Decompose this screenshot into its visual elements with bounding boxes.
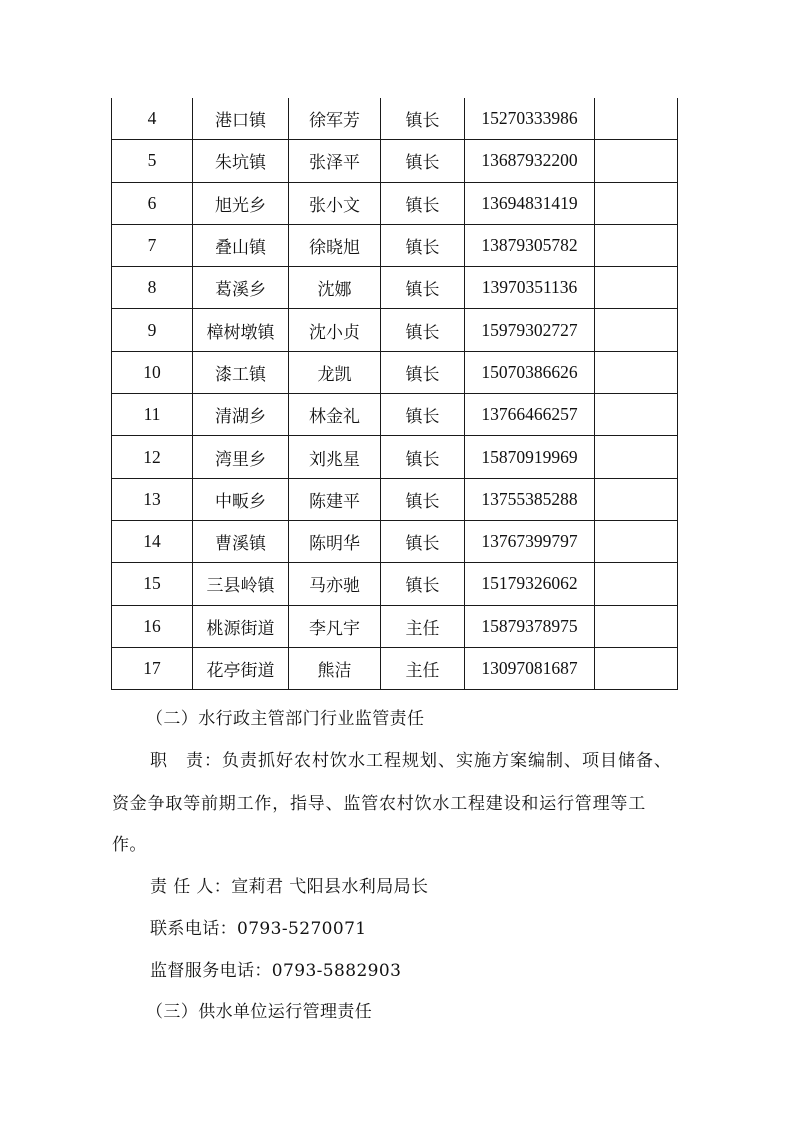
cell-number: 14 — [112, 520, 193, 562]
table-row — [112, 647, 678, 689]
cell-phone: 13694831419 — [465, 182, 595, 224]
cell-number: 15 — [112, 563, 193, 605]
cell-position: 镇长 — [381, 267, 465, 309]
cell-phone: 15870919969 — [465, 436, 595, 478]
cell-person: 徐晓旭 — [289, 224, 381, 266]
section-2-heading: （二）水行政主管部门行业监管责任 — [146, 709, 425, 729]
cell-remark — [595, 351, 678, 393]
cell-town: 桃源街道 — [193, 605, 289, 647]
cell-remark — [595, 182, 678, 224]
table-row — [112, 140, 678, 182]
cell-town: 朱坑镇 — [193, 140, 289, 182]
cell-remark — [595, 140, 678, 182]
cell-town: 湾里乡 — [193, 436, 289, 478]
cell-number: 9 — [112, 309, 193, 351]
cell-person: 马亦驰 — [289, 563, 381, 605]
cell-town: 曹溪镇 — [193, 520, 289, 562]
cell-phone: 15179326062 — [465, 563, 595, 605]
table-row — [112, 351, 678, 393]
cell-phone: 13097081687 — [465, 647, 595, 689]
cell-number: 16 — [112, 605, 193, 647]
cell-person: 刘兆星 — [289, 436, 381, 478]
table-row — [112, 394, 678, 436]
table-row — [112, 563, 678, 605]
cell-position: 镇长 — [381, 351, 465, 393]
duty-text-line-3: 作。 — [112, 835, 147, 855]
cell-position: 镇长 — [381, 520, 465, 562]
cell-phone: 15270333986 — [465, 98, 595, 140]
responsibility-table — [111, 98, 678, 690]
cell-position: 镇长 — [381, 140, 465, 182]
duty-text-line-2: 资金争取等前期工作，指导、监管农村饮水工程建设和运行管理等工 — [112, 794, 646, 814]
cell-town: 三县岭镇 — [193, 563, 289, 605]
cell-position: 镇长 — [381, 224, 465, 266]
cell-town: 葛溪乡 — [193, 267, 289, 309]
table-row — [112, 98, 678, 140]
cell-position: 镇长 — [381, 436, 465, 478]
cell-remark — [595, 267, 678, 309]
cell-position: 镇长 — [381, 182, 465, 224]
cell-town: 樟树墩镇 — [193, 309, 289, 351]
section-3-heading: （三）供水单位运行管理责任 — [146, 1002, 373, 1022]
cell-number: 4 — [112, 98, 193, 140]
duty-text-line-1: 职 责：负责抓好农村饮水工程规划、实施方案编制、项目储备、 — [150, 751, 672, 771]
cell-phone: 13766466257 — [465, 394, 595, 436]
cell-phone: 13767399797 — [465, 520, 595, 562]
cell-remark — [595, 520, 678, 562]
cell-remark — [595, 605, 678, 647]
cell-phone: 13879305782 — [465, 224, 595, 266]
cell-remark — [595, 309, 678, 351]
cell-number: 7 — [112, 224, 193, 266]
cell-person: 张泽平 — [289, 140, 381, 182]
cell-town: 叠山镇 — [193, 224, 289, 266]
cell-person: 徐军芳 — [289, 98, 381, 140]
service-phone: 监督服务电话：0793-5882903 — [150, 961, 402, 981]
cell-person: 陈明华 — [289, 520, 381, 562]
table-row — [112, 478, 678, 520]
cell-remark — [595, 98, 678, 140]
cell-town: 花亭街道 — [193, 647, 289, 689]
cell-person: 林金礼 — [289, 394, 381, 436]
cell-remark — [595, 224, 678, 266]
cell-town: 漆工镇 — [193, 351, 289, 393]
cell-position: 镇长 — [381, 563, 465, 605]
cell-phone: 15070386626 — [465, 351, 595, 393]
table-row — [112, 309, 678, 351]
cell-position: 主任 — [381, 647, 465, 689]
table-row — [112, 436, 678, 478]
cell-person: 李凡宇 — [289, 605, 381, 647]
cell-remark — [595, 394, 678, 436]
cell-person: 熊洁 — [289, 647, 381, 689]
cell-person: 张小文 — [289, 182, 381, 224]
cell-number: 6 — [112, 182, 193, 224]
cell-remark — [595, 563, 678, 605]
cell-phone: 13755385288 — [465, 478, 595, 520]
cell-number: 10 — [112, 351, 193, 393]
table-body — [112, 98, 678, 690]
cell-town: 中畈乡 — [193, 478, 289, 520]
cell-remark — [595, 436, 678, 478]
cell-remark — [595, 647, 678, 689]
cell-number: 11 — [112, 394, 193, 436]
responsible-person: 责 任 人：宣莉君 弋阳县水利局局长 — [150, 877, 429, 897]
cell-phone: 13970351136 — [465, 267, 595, 309]
cell-person: 陈建平 — [289, 478, 381, 520]
cell-number: 17 — [112, 647, 193, 689]
cell-town: 旭光乡 — [193, 182, 289, 224]
cell-town: 港口镇 — [193, 98, 289, 140]
cell-number: 5 — [112, 140, 193, 182]
cell-person: 沈娜 — [289, 267, 381, 309]
cell-number: 13 — [112, 478, 193, 520]
table-row — [112, 182, 678, 224]
cell-position: 镇长 — [381, 394, 465, 436]
table-row — [112, 605, 678, 647]
cell-number: 12 — [112, 436, 193, 478]
cell-phone: 13687932200 — [465, 140, 595, 182]
cell-number: 8 — [112, 267, 193, 309]
cell-position: 镇长 — [381, 309, 465, 351]
cell-phone: 15879378975 — [465, 605, 595, 647]
cell-phone: 15979302727 — [465, 309, 595, 351]
cell-person: 沈小贞 — [289, 309, 381, 351]
cell-town: 清湖乡 — [193, 394, 289, 436]
contact-phone: 联系电话：0793-5270071 — [150, 919, 367, 939]
table-row — [112, 224, 678, 266]
table-row — [112, 267, 678, 309]
cell-position: 镇长 — [381, 98, 465, 140]
cell-person: 龙凯 — [289, 351, 381, 393]
cell-position: 镇长 — [381, 478, 465, 520]
cell-position: 主任 — [381, 605, 465, 647]
cell-remark — [595, 478, 678, 520]
table-row — [112, 520, 678, 562]
